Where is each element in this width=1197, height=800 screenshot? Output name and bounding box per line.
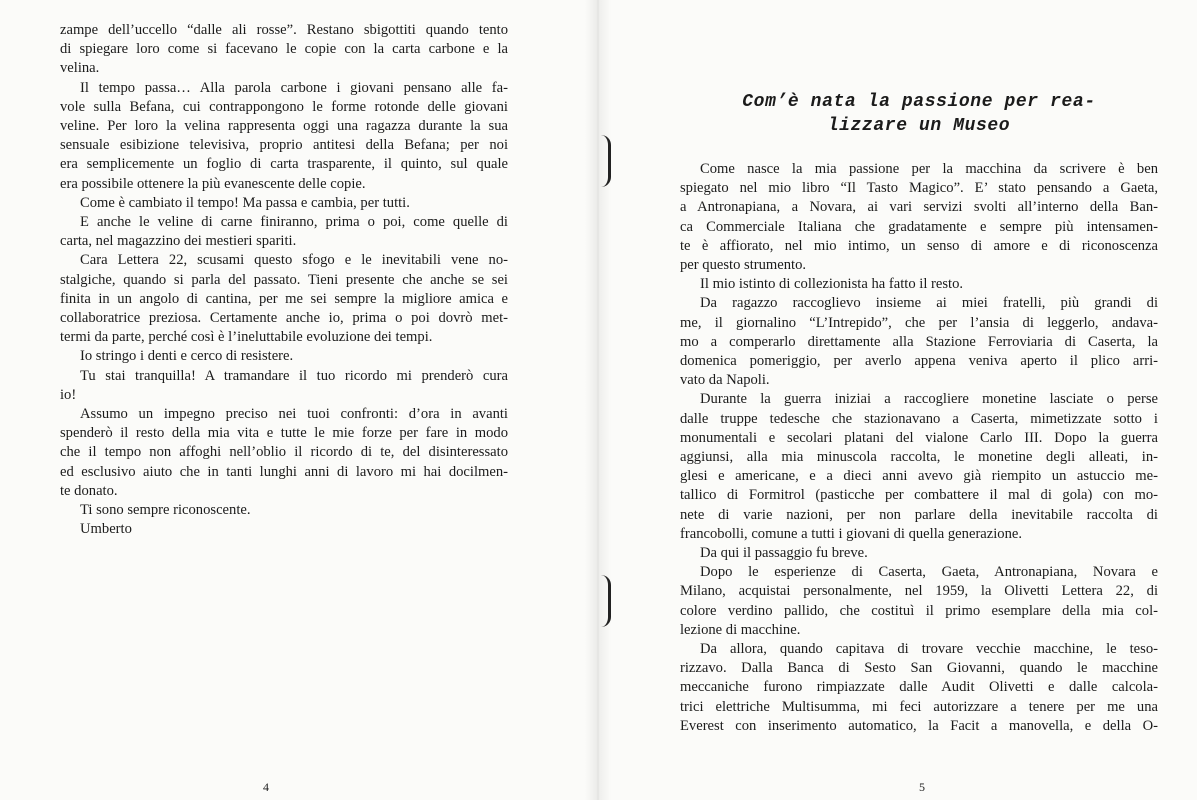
text-line: Da ragazzo raccoglievo insieme ai miei fratelli, più grandi di — [700, 295, 1158, 312]
text-line: trici elettriche Multisumma, mi feci autorizzare a tenere per me una — [680, 698, 1158, 715]
text-line: mo a comperarlo direttamente alla Stazione Ferroviaria di Caserta, la — [680, 333, 1158, 350]
text-line: monumentali e secolari platani del vialone Carlo III. Dopo la guerra — [680, 429, 1158, 446]
text-line: colore verdino pallido, che costituì il primo esemplare della mia col- — [680, 602, 1158, 619]
text-line: che il tempo non affoghi nell’oblio il ricordo di te, del disinteressato — [60, 444, 508, 461]
book-gutter — [585, 0, 611, 800]
text-line: spenderò il resto della mia vita e tutte le mie forze per fare in modo — [60, 425, 508, 442]
text-line: Tu stai tranquilla! A tramandare il tuo ricordo mi prenderò cura — [80, 367, 508, 384]
text-line: domenica pomeriggio, per averlo appena veniva aperto il plico arri- — [680, 353, 1158, 370]
text-line: aggiunsi, alla mia minuscola raccolta, le monetine degli alleati, in- — [680, 449, 1158, 466]
text-line: termi da parte, perché così è l’ineluttabile evoluzione dei tempi. — [60, 329, 433, 346]
page-number-right: 5 — [919, 780, 925, 794]
text-line: ed esclusivo aiuto che in tanti lunghi anni di lavoro mi hai docilmen- — [60, 463, 508, 480]
text-line: nete di varie nazioni, per non parlare della inevitabile raccolta di — [680, 506, 1158, 523]
text-line: Cara Lettera 22, scusami questo sfogo e le inevitabili vene no- — [80, 252, 508, 269]
text-line: lezione di macchine. — [680, 621, 801, 638]
text-line: Milano, acquistai personalmente, nel 1959, la Olivetti Lettera 22, di — [680, 583, 1158, 600]
text-line: velina. — [60, 60, 100, 77]
text-line: Dopo le esperienze di Caserta, Gaeta, Antronapiana, Novara e — [700, 564, 1158, 581]
text-line: per questo strumento. — [680, 257, 807, 274]
text-line: era possibile ottenere la più evanescente delle copie. — [60, 175, 366, 192]
text-line: meccaniche furono rimpiazzate dalle Audit Olivetti e dalle calcola- — [680, 679, 1158, 696]
text-line: Da allora, quando capitava di trovare vecchie macchine, le teso- — [700, 641, 1158, 658]
right-page-body — [680, 160, 1158, 736]
text-line: vole sulla Befana, cui contrappongono le forme rotonde delle giovani — [60, 98, 508, 115]
text-line: zampe dell’uccello “dalle ali rosse”. Restano sbigottiti quando tento — [60, 22, 508, 38]
text-line: era semplicemente un foglio di carta trasparente, il quinto, sul quale — [60, 156, 508, 173]
chapter-heading — [680, 90, 1158, 138]
text-line: veline. Per loro la velina rappresenta oggi una ragazza durante la sua — [60, 118, 508, 135]
text-line: Da qui il passaggio fu breve. — [700, 545, 868, 562]
text-line: carta, nel magazzino dei mestieri spariti. — [60, 233, 297, 250]
text-line: Il tempo passa… Alla parola carbone i giovani pensano alle fa- — [80, 79, 508, 96]
text-line: tallico di Formitrol (pasticche per combattere il mal di gola) con mo- — [680, 487, 1158, 504]
text-line: rizzavo. Dalla Banca di Sesto San Giovanni, quando le macchine — [680, 660, 1158, 677]
text-line: Io stringo i denti e cerco di resistere. — [80, 348, 294, 365]
text-line: Durante la guerra iniziai a raccogliere monetine lasciate o perse — [700, 391, 1158, 408]
text-line: vato da Napoli. — [680, 372, 770, 389]
text-line: te è affiorato, nel mio intimo, un senso di amore e di riconoscenza — [680, 237, 1158, 254]
left-page-body — [60, 21, 508, 539]
text-line: glesi e americane, e a dieci anni avevo già riempito un astuccio me- — [680, 468, 1158, 485]
text-line: te donato. — [60, 482, 118, 499]
text-line: ca Commerciale Italiana che gradatamente e sempre più intensamen- — [680, 218, 1158, 235]
text-line: finita in un angolo di cantina, per me sei sempre la migliore amica e — [60, 290, 508, 307]
text-line: Assumo un impegno preciso nei tuoi confronti: d’ora in avanti — [80, 406, 508, 423]
text-line: Come nasce la mia passione per la macchina da scrivere è ben — [700, 161, 1158, 177]
text-line: di spiegare loro come si facevano le copie con la carta carbone e la — [60, 41, 508, 58]
text-line: collaboratrice preziosa. Certamente anche io, prima o poi dovrò met- — [60, 310, 508, 327]
page-number-left: 4 — [263, 780, 269, 794]
text-line: Il mio istinto di collezionista ha fatto il resto. — [700, 276, 964, 293]
text-line: stalgiche, quando si parla del passato. Tieni presente che anche se sei — [60, 271, 508, 288]
text-line: Umberto — [80, 521, 132, 538]
text-line: Come è cambiato il tempo! Ma passa e cambia, per tutti. — [80, 194, 410, 211]
text-line: spiegato nel mio libro “Il Tasto Magico”. E’ stato pensando a Gaeta, — [680, 180, 1158, 197]
text-line: E anche le veline di carne finiranno, prima o poi, come quelle di — [80, 214, 508, 231]
text-line: dalle truppe tedesche che stazionavano a Caserta, mimetizzate sotto i — [680, 410, 1158, 427]
text-line: me, il giornalino “L’Intrepido”, che per l’ansia di leggerlo, andava- — [680, 314, 1158, 331]
chapter-heading-line: Com’è nata la passione per rea- — [742, 92, 1096, 112]
text-line: a Antronapiana, a Novara, ai vari servizi svolti all’interno della Ban- — [680, 199, 1158, 216]
staple-mark — [601, 135, 611, 187]
text-line: Everest con inserimento automatico, la Facit a manovella, e della O- — [680, 717, 1158, 734]
text-line: francobolli, comune a tutti i giovani di quella generazione. — [680, 525, 1023, 542]
chapter-heading-line: lizzare un Museo — [827, 116, 1011, 136]
text-line: sensuale esibizione televisiva, proprio antitesi della Befana; per noi — [60, 137, 508, 154]
staple-mark — [601, 575, 611, 627]
text-line: Ti sono sempre riconoscente. — [80, 502, 251, 519]
text-line: io! — [60, 386, 77, 403]
